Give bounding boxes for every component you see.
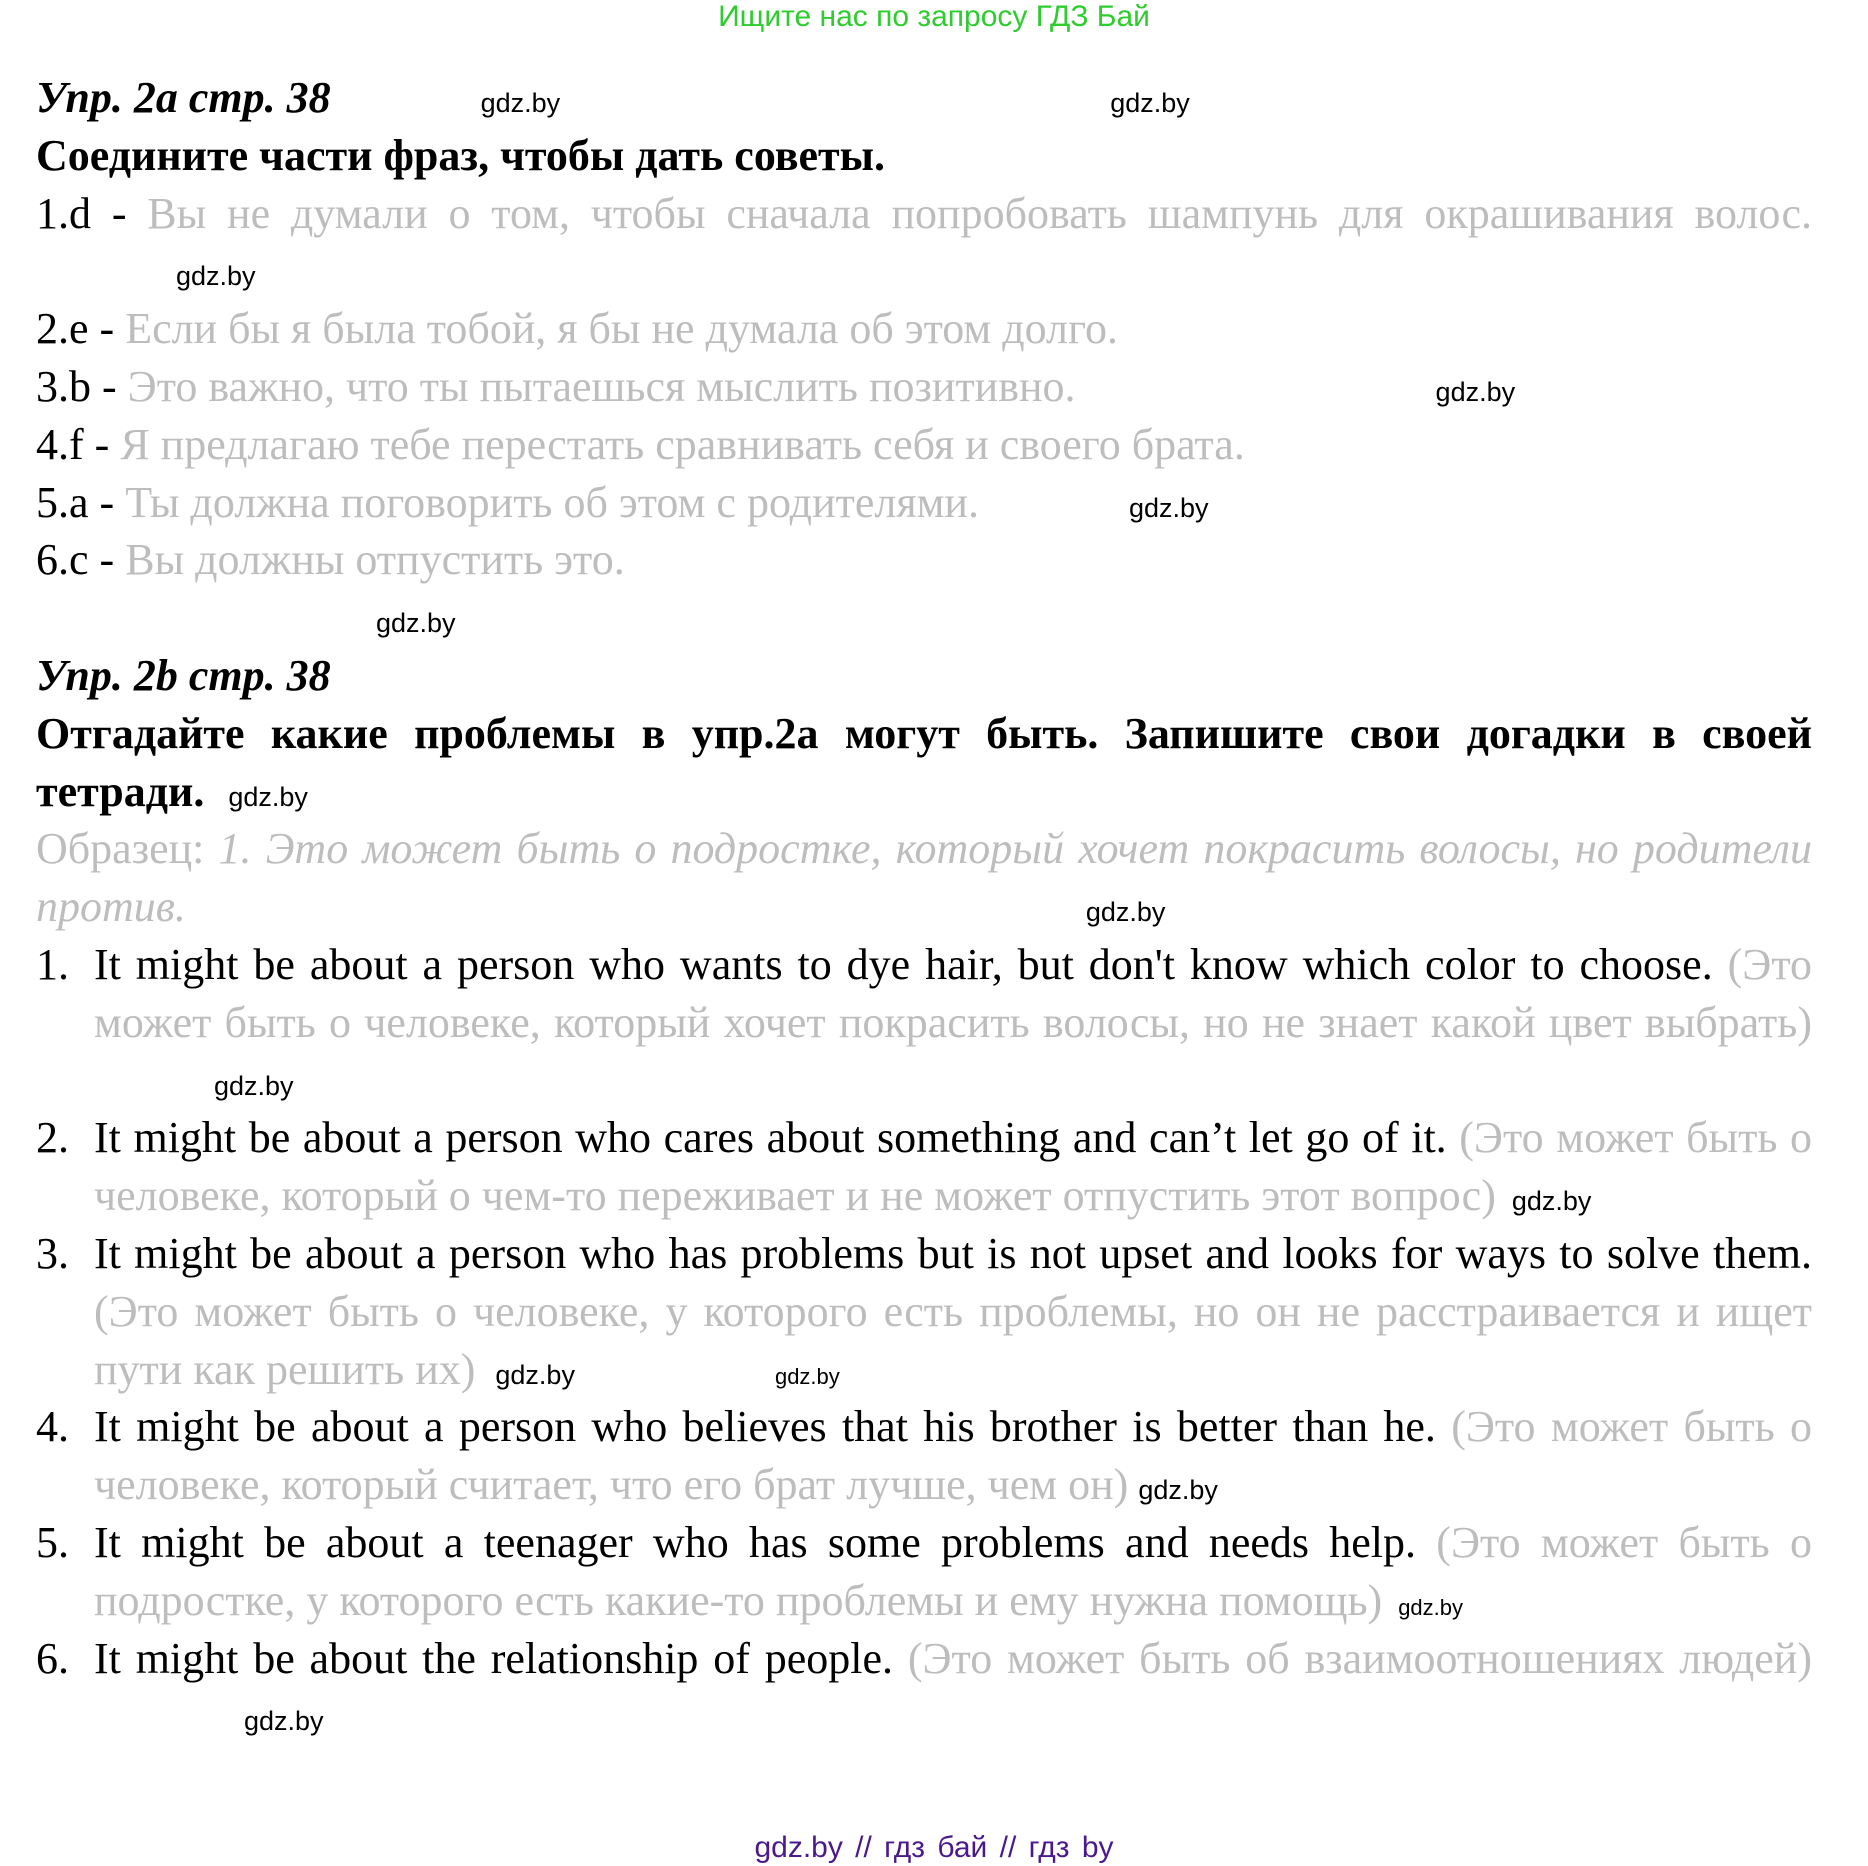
- task-text: Отгадайте какие проблемы в упр.2а могут быть. Запишите свои догадки в своей тетради.: [36, 708, 1812, 816]
- answer-key: 1.d -: [36, 188, 148, 238]
- watermark: gdz.by: [774, 1363, 840, 1389]
- watermark: gdz.by: [214, 1070, 294, 1101]
- answer-line: [36, 474, 1812, 532]
- homework-content: [36, 69, 1812, 1745]
- answer-line: [36, 416, 1812, 474]
- exercise-2a-task: Соедините части фраз, чтобы дать советы.: [36, 130, 885, 180]
- sample-text: 1. Это может быть о подростке, который хочет покрасить волосы, но родители против.: [36, 824, 1812, 932]
- watermark: gdz.by: [480, 88, 561, 118]
- footer-links: gdz.by // гдз бай // гдз by: [754, 1831, 1114, 1864]
- heading-text: Упр. 2а стр. 38: [36, 73, 331, 122]
- watermark: gdz.by: [176, 261, 256, 292]
- search-banner: Ищите нас по запросу ГДЗ Бай: [718, 0, 1150, 33]
- list-item: [36, 936, 1812, 1109]
- answer-text: Если бы я была тобой, я бы не думала об этом долго.: [125, 304, 1118, 354]
- item-number: 2.: [36, 1113, 69, 1163]
- answer-text: Я предлагаю тебе перестать сравнивать себя и своего брата.: [120, 419, 1245, 469]
- watermark: gdz.by: [1110, 88, 1190, 118]
- answer-line: [36, 185, 1812, 301]
- exercise-2b-task: [36, 705, 1812, 821]
- item-translation: (Это может быть о подростке, у которого есть какие-то проблемы и ему нужна помощь): [94, 1517, 1812, 1625]
- item-translation: (Это может быть о человеке, который о чем-то переживает и не может отпустить этот вопрос): [94, 1113, 1813, 1221]
- sample-label: Образец:: [36, 824, 219, 874]
- exercise-2a-heading: [36, 69, 1812, 127]
- item-translation: (Это может быть об взаимоотношениях людей): [907, 1633, 1813, 1683]
- list-item: [36, 1630, 1812, 1746]
- answer-key: 2.e -: [36, 304, 126, 354]
- item-english: It might be about a person who has problems but is not upset and looks for ways to solve them.: [94, 1228, 1812, 1278]
- answer-text: Вы должны отпустить это.: [125, 535, 625, 585]
- item-translation: (Это может быть о человеке, у которого есть проблемы, но он не расстраивается и ищет пути как решить их): [94, 1286, 1812, 1394]
- answer-text: Вы не думали о том, чтобы сначала попробовать шампунь для окрашивания волос.: [147, 188, 1812, 238]
- watermark: gdz.by: [1435, 376, 1516, 407]
- item-english: It might be about a teenager who has some problems and needs help.: [94, 1517, 1417, 1567]
- item-number: 5.: [36, 1517, 69, 1567]
- answer-key: 3.b -: [36, 361, 128, 411]
- watermark: gdz.by: [1128, 492, 1209, 523]
- item-english: It might be about a person who cares about something and can’t let go of it.: [94, 1113, 1447, 1163]
- item-translation: (Это может быть о человеке, который считает, что его брат лучше, чем он): [94, 1402, 1813, 1510]
- item-number: 1.: [36, 939, 69, 989]
- watermark: gdz.by: [1398, 1594, 1464, 1620]
- answer-text: Ты должна поговорить об этом с родителями.: [125, 477, 979, 527]
- item-english: It might be about a person who believes that his brother is better than he.: [94, 1402, 1436, 1452]
- answer-line: [36, 358, 1812, 416]
- spacer: [36, 589, 1812, 647]
- sample-line: [36, 820, 1812, 936]
- answer-key: 6.c -: [36, 535, 126, 585]
- item-english: It might be about a person who wants to dye hair, but don't know which color to choose.: [94, 939, 1713, 989]
- watermark: gdz.by: [1511, 1186, 1592, 1217]
- watermark: gdz.by: [228, 781, 308, 812]
- watermark: gdz.by: [1138, 1475, 1218, 1506]
- list-item: [36, 1398, 1812, 1514]
- answer-key: 5.a -: [36, 477, 126, 527]
- item-number: 6.: [36, 1633, 69, 1683]
- item-translation: (Это может быть о человеке, который хочет покрасить волосы, но не знает какой цвет выбрать): [94, 939, 1813, 1047]
- list-item: [36, 1514, 1812, 1630]
- exercise-2b-heading: Упр. 2b стр. 38: [36, 650, 331, 700]
- item-number: 4.: [36, 1402, 69, 1452]
- list-item: [36, 1225, 1812, 1398]
- answer-key: 4.f -: [36, 419, 121, 469]
- watermark: gdz.by: [376, 608, 456, 639]
- watermark: gdz.by: [495, 1359, 575, 1390]
- item-english: It might be about the relationship of people.: [94, 1633, 894, 1683]
- watermark: gdz.by: [244, 1706, 324, 1737]
- answer-line: [36, 531, 1812, 589]
- list-item: [36, 1109, 1812, 1225]
- answer-line: [36, 300, 1812, 358]
- answer-text: Это важно, что ты пытаешься мыслить позитивно.: [127, 361, 1076, 411]
- item-number: 3.: [36, 1228, 69, 1278]
- watermark: gdz.by: [1085, 897, 1166, 928]
